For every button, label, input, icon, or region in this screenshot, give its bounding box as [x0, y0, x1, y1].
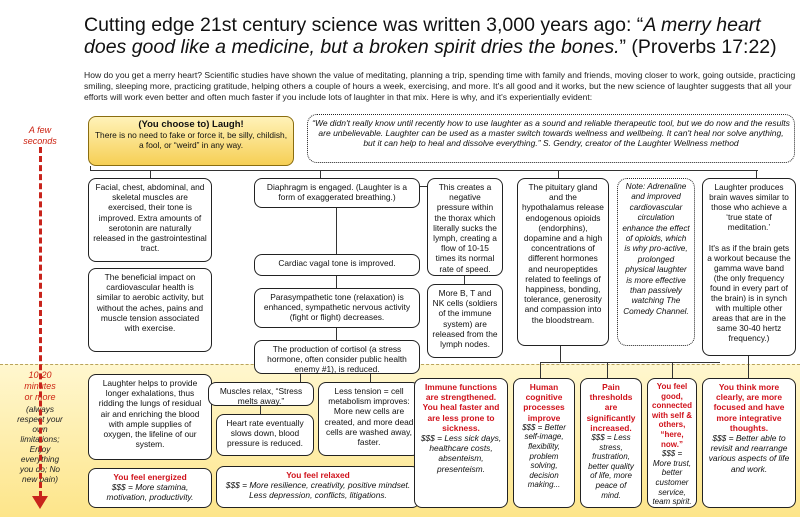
clarity-benefit: $$$ = Better able to revisit and rearrange various aspects of life and work. — [708, 433, 790, 474]
connector — [150, 170, 151, 178]
energized-heading: You feel energized — [113, 472, 187, 482]
energized-result — [88, 468, 212, 508]
laugh-heading: (You choose to) Laugh! — [138, 119, 244, 130]
cortisol-box: The production of cortisol (a stress hormone, often consider public health enemy #1), is reduced. — [254, 340, 420, 374]
connector — [540, 362, 720, 363]
connector — [336, 328, 337, 340]
connector — [464, 276, 465, 284]
connector — [90, 170, 758, 171]
adrenaline-note: Note: Adrenaline and improved cardiovascular circulation enhance the effect of opioids, which is why pro-active, prolonged physical laughter is more effective than passively watching The Comedy Channel. — [617, 178, 695, 346]
connector — [560, 346, 561, 362]
pain-result — [580, 378, 642, 508]
muscles-box: Facial, chest, abdominal, and skeletal muscles are exercised, their tone is improved. Extra amounts of serotonin are naturally released in the gastrointestinal tract. — [88, 178, 212, 262]
connector — [540, 362, 541, 378]
relaxed-heading: You feel relaxed — [286, 470, 350, 480]
clarity-heading: You think more clearly, are more focused and have more integrative thoughts. — [713, 382, 785, 433]
page-title: Cutting edge 21st century science was written 3,000 years ago: “A merry heart does good like a medicine, but a broken spirit dries the bones.” (Proverbs 17:22) — [84, 14, 777, 58]
connector — [260, 406, 261, 414]
muscles-relax-box: Muscles relax, “Stress melts away.” — [208, 382, 314, 406]
diaphragm-box: Diaphragm is engaged. (Laughter is a form of exaggerated breathing.) — [254, 178, 420, 208]
minutes-note: (always respect your own limitations; Enjoy everything you do; No new pain) — [17, 404, 63, 484]
connector — [370, 374, 371, 382]
pain-heading: Pain thresholds are significantly increased. — [586, 382, 636, 433]
relaxed-benefit: $$$ = More resilience, creativity, positive mindset. Less depression, conflicts, litigations. — [225, 480, 411, 501]
connected-result — [647, 378, 697, 508]
energized-benefit: $$$ = More stamina, motivation, productivity. — [106, 482, 194, 503]
heart-rate-box: Heart rate eventually slows down, blood pressure is reduced. — [216, 414, 314, 456]
lymph-box: This creates a negative pressure within the thorax which literally sucks the lymph, creating a flow of 10-15 times its normal rate of speed. — [427, 178, 503, 276]
clarity-result — [702, 378, 796, 508]
connector — [420, 186, 427, 187]
connected-heading: You feel good, connected with self & others, “here, now.” — [652, 382, 693, 449]
connector — [756, 170, 757, 178]
brain-waves-box: Laughter produces brain waves similar to those who achieve a ‘true state of meditation.’ It's as if the brain gets a workout because the gamma wave band (the only frequency found in every part of the brain) is in synch with multiple other areas that are in the same 30-40 hertz frequency.) — [702, 178, 796, 356]
cardiovascular-box: The beneficial impact on cardiovascular health is similar to aerobic activity, but without the aches, pains and muscle tension associated with exercise. — [88, 268, 212, 352]
laugh-text: There is no need to fake or force it, be silly, childish, a fool, or “weird” in any way. — [94, 130, 288, 151]
pituitary-box: The pituitary gland and the hypothalamus release endogenous opioids (endorphins), dopamine and a high concentrations of different hormones and neuropeptides related to feelings of happiness, bonding, tolerance, generosity and compassion into the bloodstream. — [517, 178, 609, 346]
relaxed-result — [216, 466, 420, 508]
connector — [672, 362, 673, 378]
connector — [607, 362, 608, 378]
time-arrow-head — [32, 496, 48, 509]
exhalation-box: Laughter helps to provide longer exhalations, thus ridding the lungs of residual air and enriching the blood with ample supplies of oxygen, the lifeline of our system. — [88, 374, 212, 460]
laugh-start-box — [88, 116, 294, 166]
connected-benefit: $$$ = More trust, better customer service, team spirit. — [652, 449, 692, 507]
connector — [300, 374, 301, 382]
minutes-label: 10-20 minutes or more — [24, 370, 56, 402]
intro-paragraph: How do you get a merry heart? Scientific studies have shown the value of meditating, planning a trip, spending time with family and friends, moving closer to work, going outside, practicing smiling, sleeping more, practicing gratitude, helping others a couple of hours a week, exercising, and more. It's all good and it works, but the new science of laughter suggests that all your efforts will work even better and often much faster if you include lots of laughter in that mix. Here is why, and it's experientially evident: — [84, 70, 796, 102]
immune-result — [414, 378, 508, 508]
immune-benefit: $$$ = Less sick days, healthcare costs, absenteism, presenteism. — [420, 433, 502, 474]
immune-cells-box: More B, T and NK cells (soldiers of the immune system) are released from the lymph nodes. — [427, 284, 503, 358]
vagal-tone-box: Cardiac vagal tone is improved. — [254, 254, 420, 276]
connector — [336, 208, 337, 254]
gendry-quote-box: “We didn't really know until recently how to use laughter as a sound and reliable therapeutic tool, but we do now and the results are unbelievable. Laughter can be used as a master switch towards wellness and wellbeing. It can't heal nor solve anything, but it can help to heal and dissolve everything.” S. Gendry, creator of the Laughter Wellness method — [307, 114, 795, 163]
connector — [320, 170, 321, 178]
cell-metabolism-box: Less tension = cell metabolism improves: More new cells are created, and more dead cells are washed away, faster. — [318, 382, 420, 456]
parasympathetic-box: Parasympathetic tone (relaxation) is enhanced, sympathetic nervous activity (fight or flight) decreases. — [254, 288, 420, 328]
connector — [336, 276, 337, 288]
cognitive-benefit: $$$ = Better self-image, flexibility, problem solving, decision making... — [522, 422, 566, 490]
time-arrow — [39, 147, 42, 497]
few-seconds-label: A few seconds — [23, 125, 57, 146]
immune-heading: Immune functions are strengthened. You heal faster and are less prone to sickness. — [422, 382, 500, 433]
connector — [748, 356, 749, 378]
connector — [558, 170, 559, 178]
cognitive-result — [513, 378, 575, 508]
cognitive-heading: Human cognitive processes improve — [523, 382, 565, 423]
pain-benefit: $$$ = Less stress, frustration, better quality of life, more peace of mind. — [588, 433, 634, 500]
